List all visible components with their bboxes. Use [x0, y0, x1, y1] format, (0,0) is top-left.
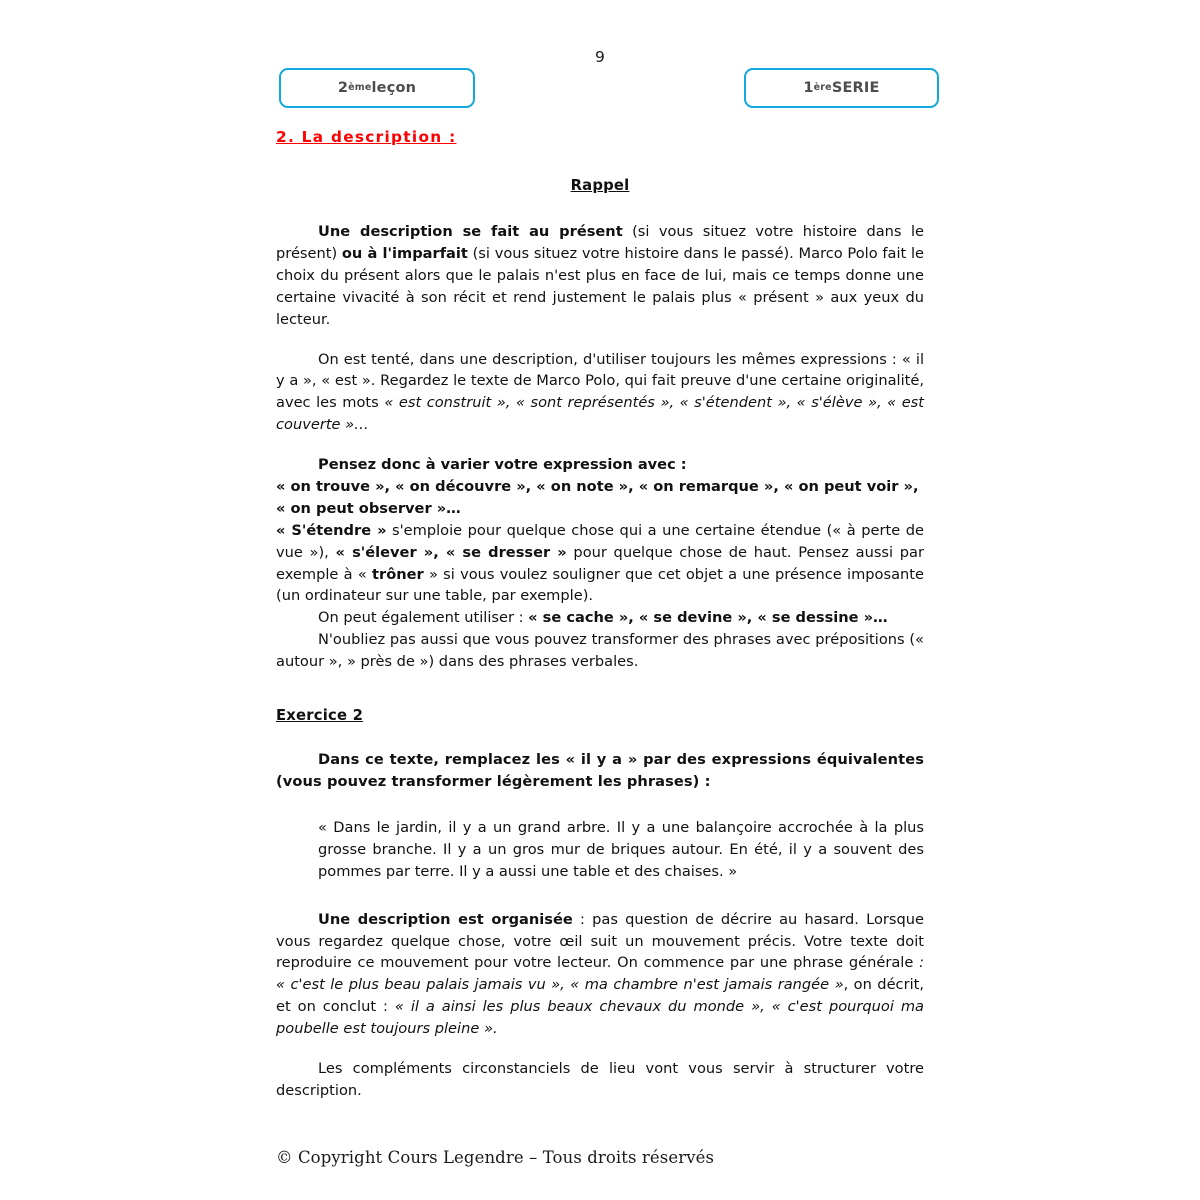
paragraph-rappel-6: N'oubliez pas aussi que vous pouvez transformer des phrases avec prépositions (« autour », » près de ») dans des phrases verbales. — [276, 631, 924, 671]
paragraph-organisation — [276, 909, 924, 1040]
organisation-bold-lead: Une description est organisée — [318, 910, 573, 928]
exercice-heading: Exercice 2 — [276, 707, 364, 725]
lesson-tag-box: 2 ème leçon — [279, 68, 475, 108]
rappel-p3-list-line1: « on trouve », « on découvre », « on note », « on remarque », « on peut voir », — [276, 478, 919, 496]
rappel-p5-bold-1: « se cache », « se devine », « se dessine »… — [528, 609, 888, 627]
exercice-quote-text: « Dans le jardin, il y a un grand arbre. Il y a une balançoire accrochée à la plus grosse branche. Il y a un gros mur de briques autour. En été, il y a souvent des pommes par terre. Il y a aussi une table et des chaises. » — [318, 819, 924, 880]
organisation-text-2: , on décrit, et on conclut : — [276, 976, 924, 1016]
lesson-tag-suffix: leçon — [371, 80, 417, 96]
rappel-p5-text-1: On peut également utiliser : — [318, 609, 529, 627]
paragraph-rappel-5 — [276, 607, 924, 629]
rappel-p4-bold-3: trôner — [372, 565, 424, 583]
rappel-p3-list-line2: « on peut observer »… — [276, 499, 461, 517]
paragraph-rappel-4 — [276, 520, 924, 608]
rappel-p1-rest: (si vous situez votre histoire dans le passé). Marco Polo fait le choix du présent alors que le palais n'est plus en face de lui, mais ce temps donne une certaine vivacité à son récit et rend justement le palais plus « présent » aux yeux du lecteur. — [276, 245, 924, 328]
exercice-instruction: Dans ce texte, remplacez les « il y a » par des expressions équivalentes (vous pouvez transformer légèrement les phrases) : — [276, 751, 924, 791]
rappel-p4-bold-2: « s'élever », « se dresser » — [335, 543, 567, 561]
organisation-italic-1: : « c'est le plus beau palais jamais vu », « ma chambre n'est jamais rangée » — [276, 954, 925, 994]
paragraph-rappel-3-lead — [276, 454, 924, 476]
serie-tag-suffix: SERIE — [831, 80, 880, 96]
rappel-p2-part1: On est tenté, dans une description, d'utiliser toujours les mêmes expressions : « il y a », « est ». Regardez le texte de Marco Polo, qui fait preuve d'une certaine originalité, avec les mots — [276, 350, 924, 412]
serie-tag-box: 1 ère SERIE — [744, 68, 939, 108]
paragraph-closing: Les compléments circonstanciels de lieu vont vous servir à structurer votre description. — [276, 1060, 924, 1099]
paragraph-rappel-3-list-2 — [276, 498, 924, 520]
rappel-p1-bold-1: Une description se fait au présent — [318, 223, 623, 241]
rappel-p4-text-2: pour quelque chose de haut. Pensez aussi par exemple à « — [276, 543, 924, 583]
rappel-p4-text-3: » si vous voulez souligner que cet objet a une présence imposante (un ordinateur sur une table, par exemple). — [276, 565, 924, 605]
header-tags-row — [279, 68, 939, 110]
paragraph-rappel-1 — [276, 221, 924, 330]
organisation-italic-2: « il a ainsi les plus beaux chevaux du monde », « c'est pourquoi ma poubelle est toujours pleine ». — [276, 998, 924, 1038]
section-title: 2. La description : — [276, 128, 457, 146]
rappel-p3-bold-lead: Pensez donc à varier votre expression avec : — [318, 456, 687, 474]
page-number: 9 — [594, 48, 606, 66]
rappel-p1-mid-1: (si vous situez votre histoire dans le présent) — [276, 223, 924, 263]
document-content — [276, 126, 924, 1120]
rappel-p1-bold-2: ou à l'imparfait — [341, 245, 468, 263]
organisation-text-1: : pas question de décrire au hasard. Lorsque vous regardez quelque chose, votre œil suit un mouvement précis. Votre texte doit reproduire ce mouvement pour votre lecteur. On commence par une phrase générale — [276, 910, 924, 972]
serie-tag-prefix: 1 — [803, 80, 814, 96]
rappel-p4-text-1: s'emploie pour quelque chose qui a une certaine étendue (« à perte de vue »), — [276, 521, 924, 561]
paragraph-rappel-2 — [276, 349, 924, 437]
rappel-heading: Rappel — [570, 176, 630, 194]
lesson-tag-prefix: 2 — [337, 80, 349, 96]
paragraph-rappel-3-list-1 — [276, 476, 924, 498]
rappel-p2-italic: « est construit », « sont représentés », « s'étendent », « s'élève », « est couverte »… — [276, 394, 924, 434]
footer-copyright: © Copyright Cours Legendre – Tous droits réservés — [276, 1148, 715, 1167]
rappel-p4-bold-1: « S'étendre » — [276, 521, 387, 539]
